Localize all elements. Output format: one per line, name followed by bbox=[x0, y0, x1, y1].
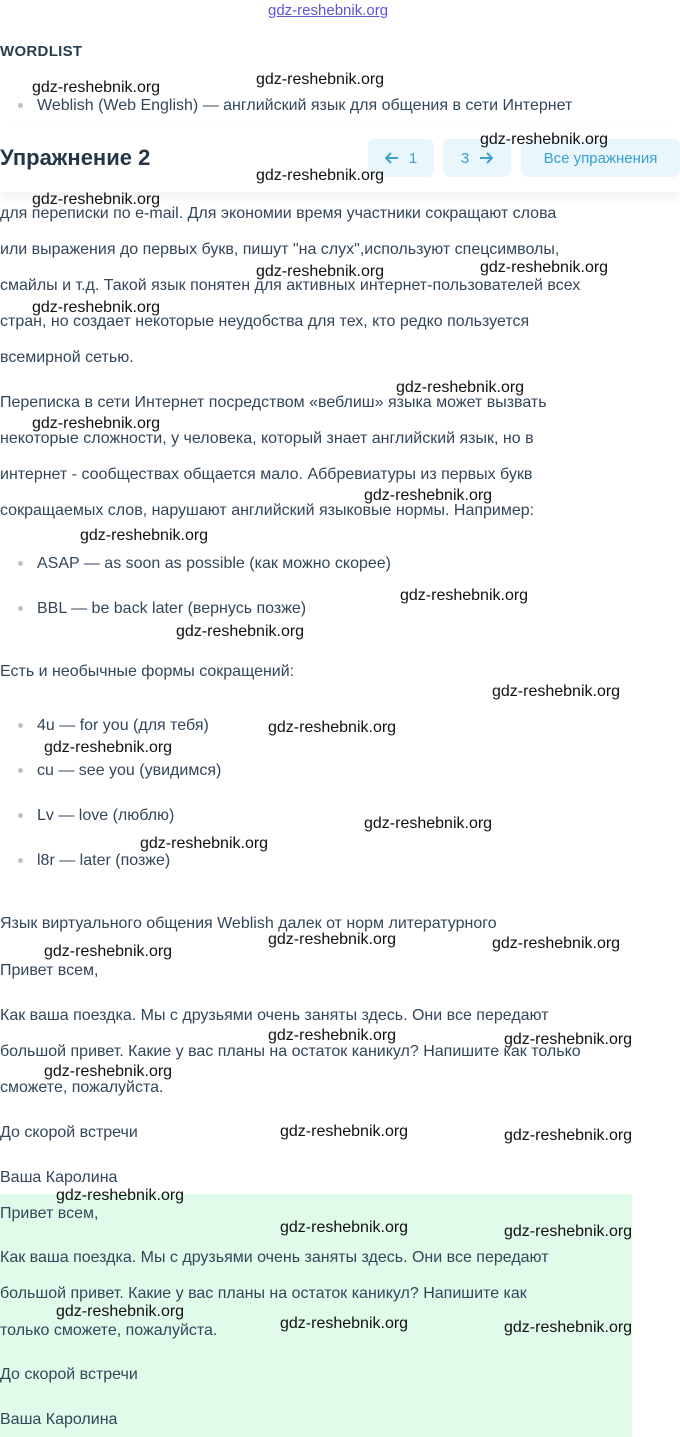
letter-line: большой привет. Какие у вас планы на остаток каникул? Напишите как только bbox=[0, 1043, 581, 1060]
answer-line: Как ваша поездка. Мы с друзьями очень заняты здесь. Они все передают bbox=[0, 1249, 549, 1266]
watermark: gdz-reshebnik.org bbox=[32, 191, 161, 208]
letter-signature: Ваша Каролина bbox=[0, 1169, 118, 1186]
page-title: Упражнение 2 bbox=[0, 145, 151, 170]
watermark: gdz-reshebnik.org bbox=[504, 1031, 633, 1048]
watermark: gdz-reshebnik.org bbox=[504, 1223, 633, 1240]
watermark: gdz-reshebnik.org bbox=[256, 167, 385, 184]
watermark: gdz-reshebnik.org bbox=[32, 299, 161, 316]
watermark: gdz-reshebnik.org bbox=[280, 1219, 409, 1236]
watermark: gdz-reshebnik.org bbox=[492, 683, 621, 700]
wordlist-item bbox=[18, 97, 572, 115]
list-item bbox=[18, 717, 209, 735]
bullet-icon bbox=[18, 561, 23, 566]
watermark: gdz-reshebnik.org bbox=[268, 719, 397, 736]
watermark: gdz-reshebnik.org bbox=[280, 1123, 409, 1140]
answer-line: только сможете, пожалуйста. bbox=[0, 1322, 218, 1339]
paragraph-line: смайлы и т.д. Такой язык понятен для активных интернет-пользователей всех bbox=[0, 277, 581, 294]
watermark: gdz-reshebnik.org bbox=[44, 739, 173, 756]
answer-closing: До скорой встречи bbox=[0, 1366, 138, 1383]
letter-line: Как ваша поездка. Мы с друзьями очень заняты здесь. Они все передают bbox=[0, 1007, 549, 1024]
site-link[interactable]: gdz-reshebnik.org bbox=[268, 2, 389, 19]
list-item-text: Lv — love (люблю) bbox=[37, 807, 175, 824]
paragraph-line: некоторые сложности, у человека, который знает английский язык, но в bbox=[0, 430, 534, 447]
wordlist-item-text: Weblish (Web English) — английский язык для общения в сети Интернет bbox=[37, 97, 573, 114]
arrow-left-icon bbox=[385, 152, 399, 164]
watermark: gdz-reshebnik.org bbox=[492, 935, 621, 952]
letter-greeting: Привет всем, bbox=[0, 962, 99, 979]
paragraph-line: Переписка в сети Интернет посредством «веблиш» языка может вызвать bbox=[0, 394, 547, 411]
watermark: gdz-reshebnik.org bbox=[256, 71, 385, 88]
watermark: gdz-reshebnik.org bbox=[400, 587, 529, 604]
list-item bbox=[18, 762, 221, 780]
watermark: gdz-reshebnik.org bbox=[44, 1063, 173, 1080]
watermark: gdz-reshebnik.org bbox=[504, 1319, 633, 1336]
bullet-icon bbox=[18, 858, 23, 863]
paragraph-line: всемирной сетью. bbox=[0, 349, 134, 366]
list-item-text: ASAP — as soon as possible (как можно скорее) bbox=[37, 555, 391, 572]
prev-exercise-label: 1 bbox=[408, 149, 418, 167]
watermark: gdz-reshebnik.org bbox=[140, 835, 269, 852]
paragraph-line: интернет - сообществах общается мало. Аббревиатуры из первых букв bbox=[0, 466, 533, 483]
list-item bbox=[18, 600, 306, 618]
watermark: gdz-reshebnik.org bbox=[44, 943, 173, 960]
paragraph-line: для переписки по e-mail. Для экономии время участники сокращают слова bbox=[0, 205, 557, 222]
watermark: gdz-reshebnik.org bbox=[268, 931, 397, 948]
bullet-icon bbox=[18, 723, 23, 728]
watermark: gdz-reshebnik.org bbox=[256, 263, 385, 280]
paragraph-line: Язык виртуального общения Weblish далек от норм литературного bbox=[0, 915, 497, 932]
watermark: gdz-reshebnik.org bbox=[56, 1187, 185, 1204]
all-exercises-label: Все упражнения bbox=[543, 149, 658, 167]
list-item-text: BBL — be back later (вернусь позже) bbox=[37, 600, 307, 617]
next-exercise-label: 3 bbox=[460, 149, 470, 167]
watermark: gdz-reshebnik.org bbox=[268, 1027, 397, 1044]
arrow-right-icon bbox=[479, 152, 493, 164]
bullet-icon bbox=[18, 813, 23, 818]
watermark: gdz-reshebnik.org bbox=[504, 1127, 633, 1144]
bullet-icon bbox=[18, 103, 23, 108]
list-item bbox=[18, 852, 170, 870]
watermark: gdz-reshebnik.org bbox=[364, 815, 493, 832]
paragraph-line: Есть и необычные формы сокращений: bbox=[0, 663, 295, 680]
answer-signature: Ваша Каролина bbox=[0, 1411, 118, 1428]
watermark: gdz-reshebnik.org bbox=[480, 259, 609, 276]
answer-greeting: Привет всем, bbox=[0, 1205, 99, 1222]
watermark: gdz-reshebnik.org bbox=[480, 131, 609, 148]
watermark: gdz-reshebnik.org bbox=[176, 623, 305, 640]
paragraph-line: сокращаемых слов, нарушают английский языковые нормы. Например: bbox=[0, 502, 535, 519]
watermark: gdz-reshebnik.org bbox=[80, 527, 209, 544]
watermark: gdz-reshebnik.org bbox=[56, 1303, 185, 1320]
paragraph-line: стран, но создает некоторые неудобства для тех, кто редко пользуется bbox=[0, 313, 530, 330]
wordlist-title: WORDLIST bbox=[0, 43, 83, 60]
list-item-text: 4u — for you (для тебя) bbox=[37, 717, 209, 734]
list-item-text: cu — see you (увидимся) bbox=[37, 762, 222, 779]
watermark: gdz-reshebnik.org bbox=[396, 379, 525, 396]
letter-closing: До скорой встречи bbox=[0, 1124, 138, 1141]
list-item-text: l8r — later (позже) bbox=[37, 852, 171, 869]
watermark: gdz-reshebnik.org bbox=[32, 415, 161, 432]
watermark: gdz-reshebnik.org bbox=[364, 487, 493, 504]
list-item bbox=[18, 555, 391, 573]
list-item bbox=[18, 807, 174, 825]
answer-line: большой привет. Какие у вас планы на остаток каникул? Напишите как bbox=[0, 1285, 527, 1302]
bullet-icon bbox=[18, 768, 23, 773]
letter-line: сможете, пожалуйста. bbox=[0, 1079, 164, 1096]
watermark: gdz-reshebnik.org bbox=[32, 79, 161, 96]
bullet-icon bbox=[18, 606, 23, 611]
paragraph-line: или выражения до первых букв, пишут "на слух",используют спецсимволы, bbox=[0, 241, 560, 258]
watermark: gdz-reshebnik.org bbox=[280, 1315, 409, 1332]
